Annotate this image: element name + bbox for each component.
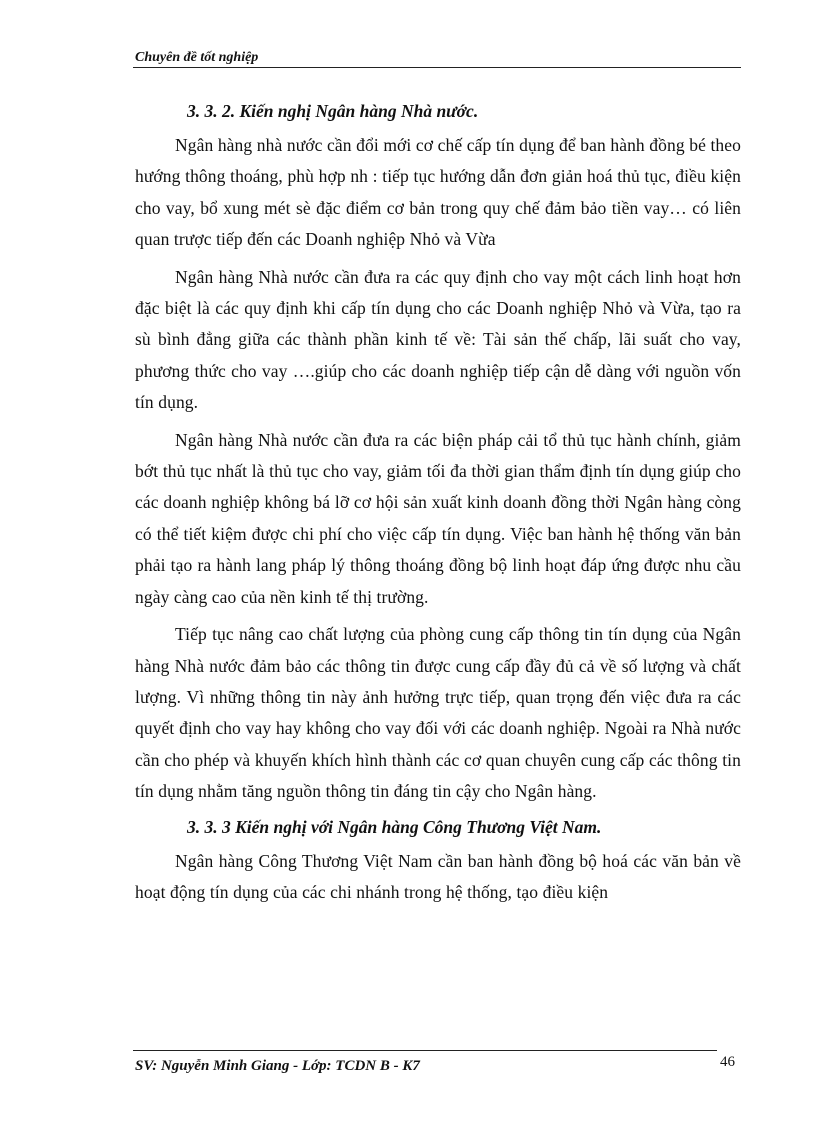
paragraph: Ngân hàng Nhà nước cần đưa ra các quy định cho vay một cách linh hoạt hơn đặc biệt là các quy định khi cấp tín dụng cho các Doanh nghiệp Nhỏ và Vừa, tạo ra sù bình đẳng giữa các thành phần kinh tế về: Tài sản thế chấp, lãi suất cho vay, phương thức cho vay ….giúp cho các doanh nghiệp tiếp cận dễ dàng với nguồn vốn tín dụng.	[135, 266, 741, 413]
paragraph: Ngân hàng Công Thương Việt Nam cần ban hành đồng bộ hoá các văn bản về hoạt động tín dụng của các chi nhánh trong hệ thống, tạo điều kiện	[135, 850, 741, 902]
section-heading: 3. 3. 2. Kiến nghị Ngân hàng Nhà nước.	[187, 101, 479, 121]
header-rule	[133, 67, 741, 68]
paragraph: Ngân hàng nhà nước cần đổi mới cơ chế cấp tín dụng để ban hành đồng bé theo hướng thông thoáng, phù hợp nh : tiếp tục hướng dẫn đơn giản hoá thủ tục, điều kiện cho vay, bổ xung mét sè đặc điểm cơ bản trong quy chế đảm bảo tiền vay… có liên quan trược tiếp đến các Doanh nghiệp Nhỏ và Vừa	[135, 135, 741, 250]
paragraph: Ngân hàng Nhà nước cần đưa ra các biện pháp cải tổ thủ tục hành chính, giảm bớt thủ tục nhất là thủ tục cho vay, giảm tối đa thời gian thẩm định tín dụng giúp cho các doanh nghiệp không bá lỡ cơ hội sản xuất kinh doanh đồng thời Ngân hàng còng có thể tiết kiệm được chi phí cho việc cấp tín dụng. Việc ban hành hệ thống văn bản phải tạo ra hành lang pháp lý thông thoáng đồng bộ linh hoạt đáp ứng được nhu cầu ngày càng cao của nền kinh tế thị trường.	[135, 429, 741, 607]
section-heading: 3. 3. 3 Kiến nghị với Ngân hàng Công Thương Việt Nam.	[187, 816, 602, 837]
paragraph: Tiếp tục nâng cao chất lượng của phòng cung cấp thông tin tín dụng của Ngân hàng Nhà nước đảm bảo các thông tin được cung cấp đầy đủ cả về số lượng và chất lượng. Vì những thông tin này ảnh hưởng trực tiếp, quan trọng đến việc đưa ra các quyết định cho vay hay không cho vay đối với các doanh nghiệp. Ngoài ra Nhà nước cần cho phép và khuyến khích hình thành các cơ quan chuyên cung cấp các thông tin tín dụng nhằm tăng nguồn thông tin đáng tin cậy cho Ngân hàng.	[135, 624, 741, 802]
document-body	[135, 98, 741, 908]
footer-rule	[133, 1050, 717, 1051]
footer-student: SV: Nguyễn Minh Giang - Lớp: TCDN B - K7	[135, 1058, 420, 1074]
page-number: 46	[720, 1054, 735, 1070]
header-title: Chuyên đề tốt nghiệp	[135, 50, 259, 65]
